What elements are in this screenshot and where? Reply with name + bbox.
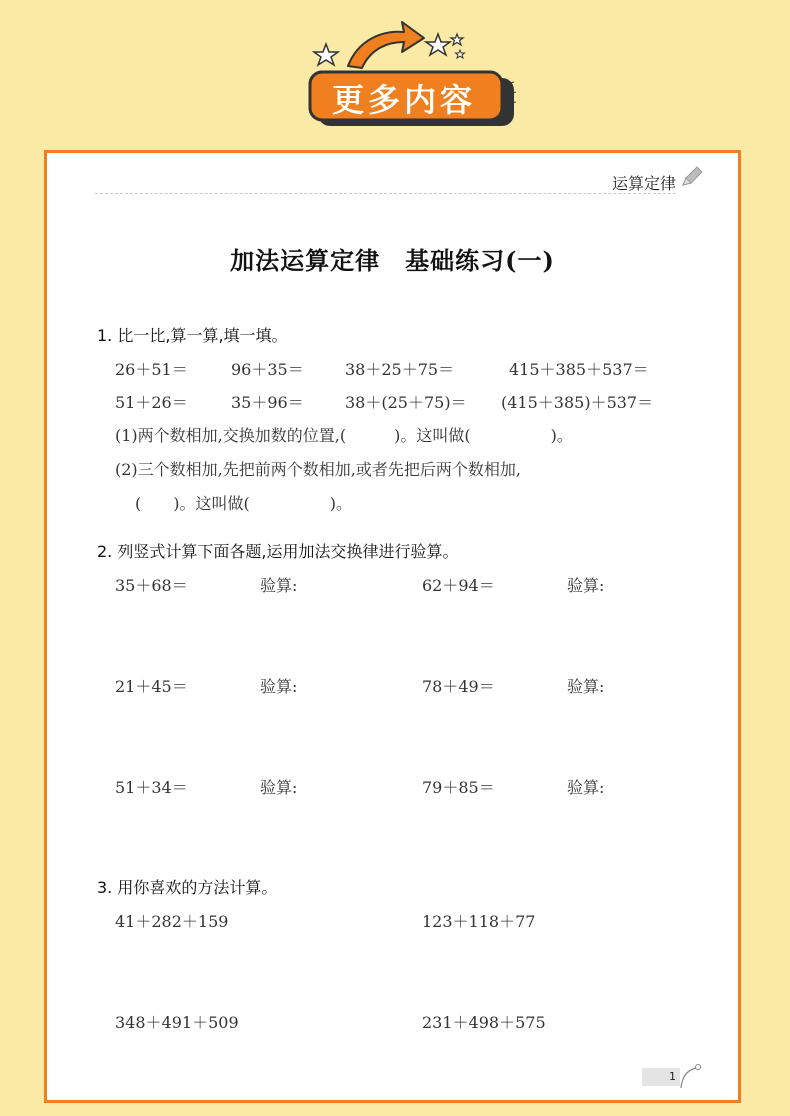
arrow-icon	[348, 22, 424, 68]
check-label: 验算:	[567, 677, 605, 696]
check-label: 验算:	[260, 576, 298, 595]
worksheet	[44, 150, 741, 1103]
section-label: 运算定律	[611, 174, 676, 193]
fill-blank-line: (2)三个数相加,先把前两个数相加,或者先把后两个数相加,	[115, 460, 521, 479]
expression: 231＋498＋575	[422, 1013, 546, 1032]
fill-blank-line: (1)两个数相加,交换加数的位置,( )。这叫做( )。	[115, 426, 573, 445]
expression: 62＋94＝	[422, 576, 495, 595]
star-icon	[451, 34, 463, 45]
header-divider	[95, 193, 676, 194]
check-label: 验算:	[567, 778, 605, 797]
expression: 96＋35＝	[231, 360, 304, 379]
pencil-icon	[678, 165, 704, 191]
expression: 21＋45＝	[115, 677, 188, 696]
question-1-heading: 1. 比一比,算一算,填一填。	[97, 326, 288, 345]
star-icon	[426, 34, 450, 55]
star-icon	[314, 44, 338, 65]
expression: (415＋385)＋537＝	[501, 393, 654, 412]
question-3-heading: 3. 用你喜欢的方法计算。	[97, 878, 278, 897]
question-2-heading: 2. 列竖式计算下面各题,运用加法交换律进行验算。	[97, 542, 459, 561]
expression: 79＋85＝	[422, 778, 495, 797]
star-icon	[456, 50, 465, 58]
fill-blank-line: ( )。这叫做( )。	[135, 494, 352, 513]
expression: 415＋385＋537＝	[509, 360, 649, 379]
check-label: 验算:	[567, 576, 605, 595]
page-number: 1	[642, 1068, 680, 1086]
expression: 38＋25＋75＝	[345, 360, 455, 379]
expression: 123＋118＋77	[422, 912, 536, 931]
more-content-banner[interactable]	[300, 14, 530, 132]
page-number-badge	[642, 1068, 680, 1088]
expression: 78＋49＝	[422, 677, 495, 696]
expression: 35＋68＝	[115, 576, 188, 595]
expression: 41＋282＋159	[115, 912, 229, 931]
expression: 26＋51＝	[115, 360, 188, 379]
page-title: 加法运算定律 基础练习(一)	[230, 246, 555, 275]
expression: 51＋26＝	[115, 393, 188, 412]
expression: 348＋491＋509	[115, 1013, 239, 1032]
expression: 35＋96＝	[231, 393, 304, 412]
check-label: 验算:	[260, 677, 298, 696]
banner-label[interactable]: 更多内容	[331, 81, 476, 119]
swirl-icon	[678, 1062, 702, 1090]
expression: 38＋(25＋75)＝	[345, 393, 467, 412]
check-label: 验算:	[260, 778, 298, 797]
expression: 51＋34＝	[115, 778, 188, 797]
